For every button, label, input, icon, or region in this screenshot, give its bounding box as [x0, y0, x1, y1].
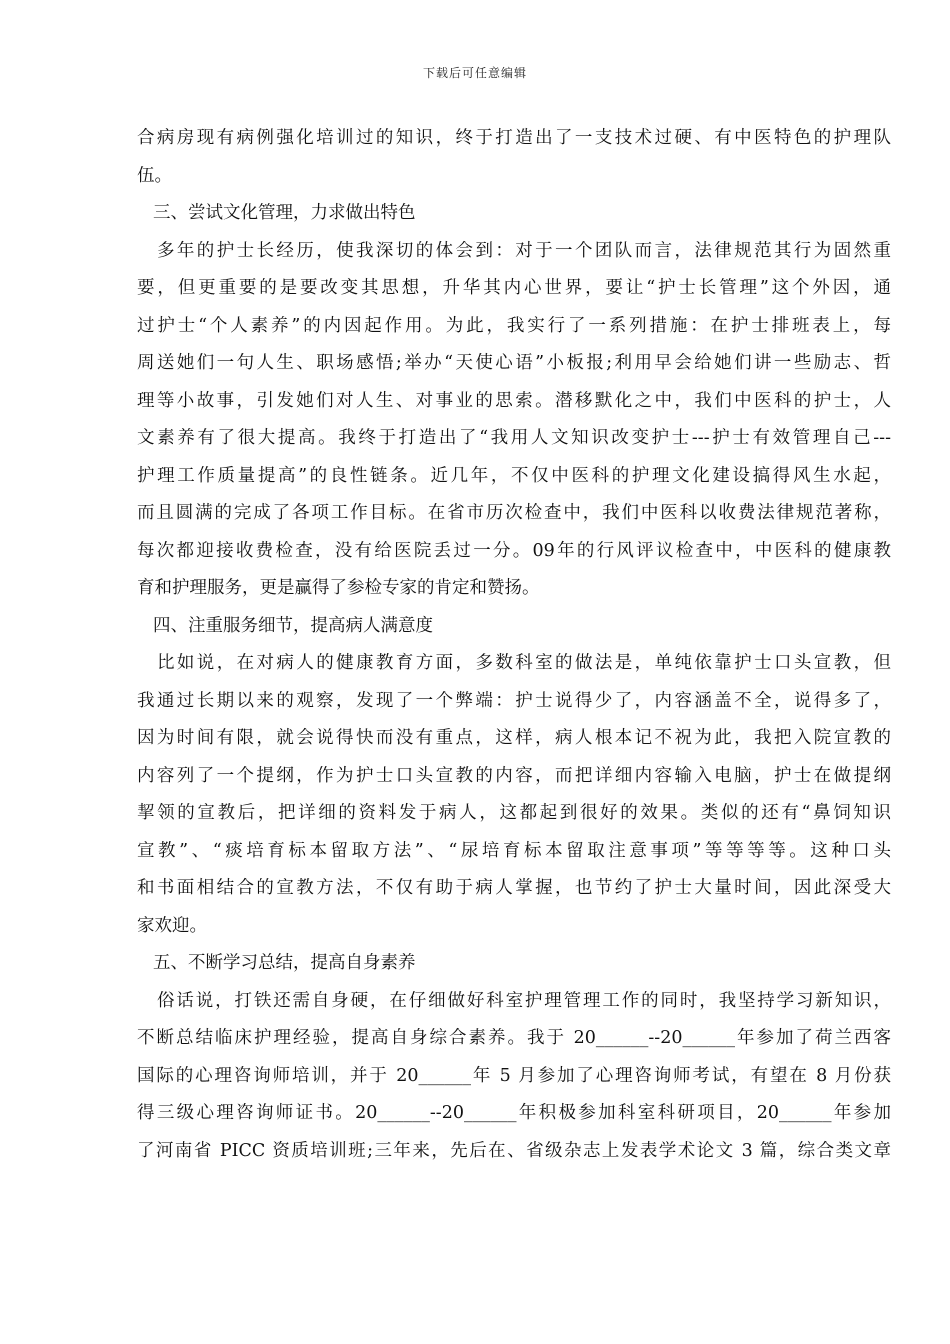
- text-line: 伍。: [137, 165, 172, 186]
- text-line: 育和护理服务，更是赢得了参检专家的肯定和赞扬。: [137, 578, 540, 598]
- text-line: 五、不断学习总结，提高自身素养: [153, 953, 416, 973]
- document-body: [137, 120, 891, 1170]
- text-line: 得三级心理咨询师证书。20______--20______年积极参加科室科研项目，20______年参加: [137, 1103, 891, 1123]
- text-line: 周送她们一句人生、职场感悟;举办“天使心语”小板报;利用早会给她们讲一些励志、哲: [137, 353, 891, 373]
- text-line: 挈领的宣教后，把详细的资料发于病人，这都起到很好的效果。类似的还有“鼻饲知识: [137, 803, 891, 823]
- text-line: 多年的护士长经历，使我深切的体会到：对于一个团队而言，法律规范其行为固然重: [157, 240, 891, 261]
- text-line: 比如说，在对病人的健康教育方面，多数科室的做法是，单纯依靠护士口头宣教，但: [157, 653, 891, 673]
- text-line: 三、尝试文化管理，力求做出特色: [153, 203, 416, 223]
- text-line: 因为时间有限，就会说得快而没有重点，这样，病人根本记不祝为此，我把入院宣教的: [137, 728, 891, 748]
- text-line: 合病房现有病例强化培训过的知识，终于打造出了一支技术过硬、有中医特色的护理队: [137, 128, 891, 148]
- text-line: 理等小故事，引发她们对人生、对事业的思索。潜移默化之中，我们中医科的护士，人: [137, 390, 891, 411]
- text-line: 俗话说，打铁还需自身硬，在仔细做好科室护理管理工作的同时，我坚持学习新知识，: [157, 990, 891, 1011]
- text-line: 我通过长期以来的观察，发现了一个弊端：护士说得少了，内容涵盖不全，说得多了，: [137, 690, 891, 711]
- text-line: 护理工作质量提高”的良性链条。近几年，不仅中医科的护理文化建设搞得风生水起，: [137, 465, 891, 486]
- text-line: 四、注重服务细节，提高病人满意度: [153, 615, 433, 636]
- text-line: 要，但更重要的是要改变其思想，升华其内心世界，要让“护士长管理”这个外因，通: [137, 278, 891, 298]
- page-header: 下载后可任意编辑: [422, 66, 527, 80]
- text-line: 和书面相结合的宣教方法，不仅有助于病人掌握，也节约了护士大量时间，因此深受大: [137, 878, 891, 898]
- text-line: 家欢迎。: [137, 915, 207, 936]
- text-line: 每次都迎接收费检查，没有给医院丢过一分。09年的行风评议检查中，中医科的健康教: [137, 540, 891, 561]
- text-line: 不断总结临床护理经验，提高自身综合素养。我于 20______--20______年参加了荷兰西客: [137, 1028, 891, 1048]
- text-line: 宣教”、“痰培育标本留取方法”、“尿培育标本留取注意事项”等等等等。这种口头: [137, 840, 891, 861]
- text-line: 内容列了一个提纲，作为护士口头宣教的内容，而把详细内容输入电脑，护士在做提纲: [137, 765, 891, 786]
- text-line: 文素养有了很大提高。我终于打造出了“我用人文知识改变护士---护士有效管理自己---: [137, 428, 891, 448]
- text-line: 了河南省 PICC 资质培训班;三年来，先后在、省级杂志上发表学术论文 3 篇，综合类文章: [137, 1140, 891, 1161]
- text-line: 过护士“个人素养”的内因起作用。为此，我实行了一系列措施：在护士排班表上，每: [137, 315, 891, 336]
- text-line: 国际的心理咨询师培训，并于 20______年 5 月参加了心理咨询师考试，有望在 8 月份获: [137, 1065, 891, 1086]
- text-line: 而且圆满的完成了各项工作目标。在省市历次检查中，我们中医科以收费法律规范著称，: [137, 503, 891, 523]
